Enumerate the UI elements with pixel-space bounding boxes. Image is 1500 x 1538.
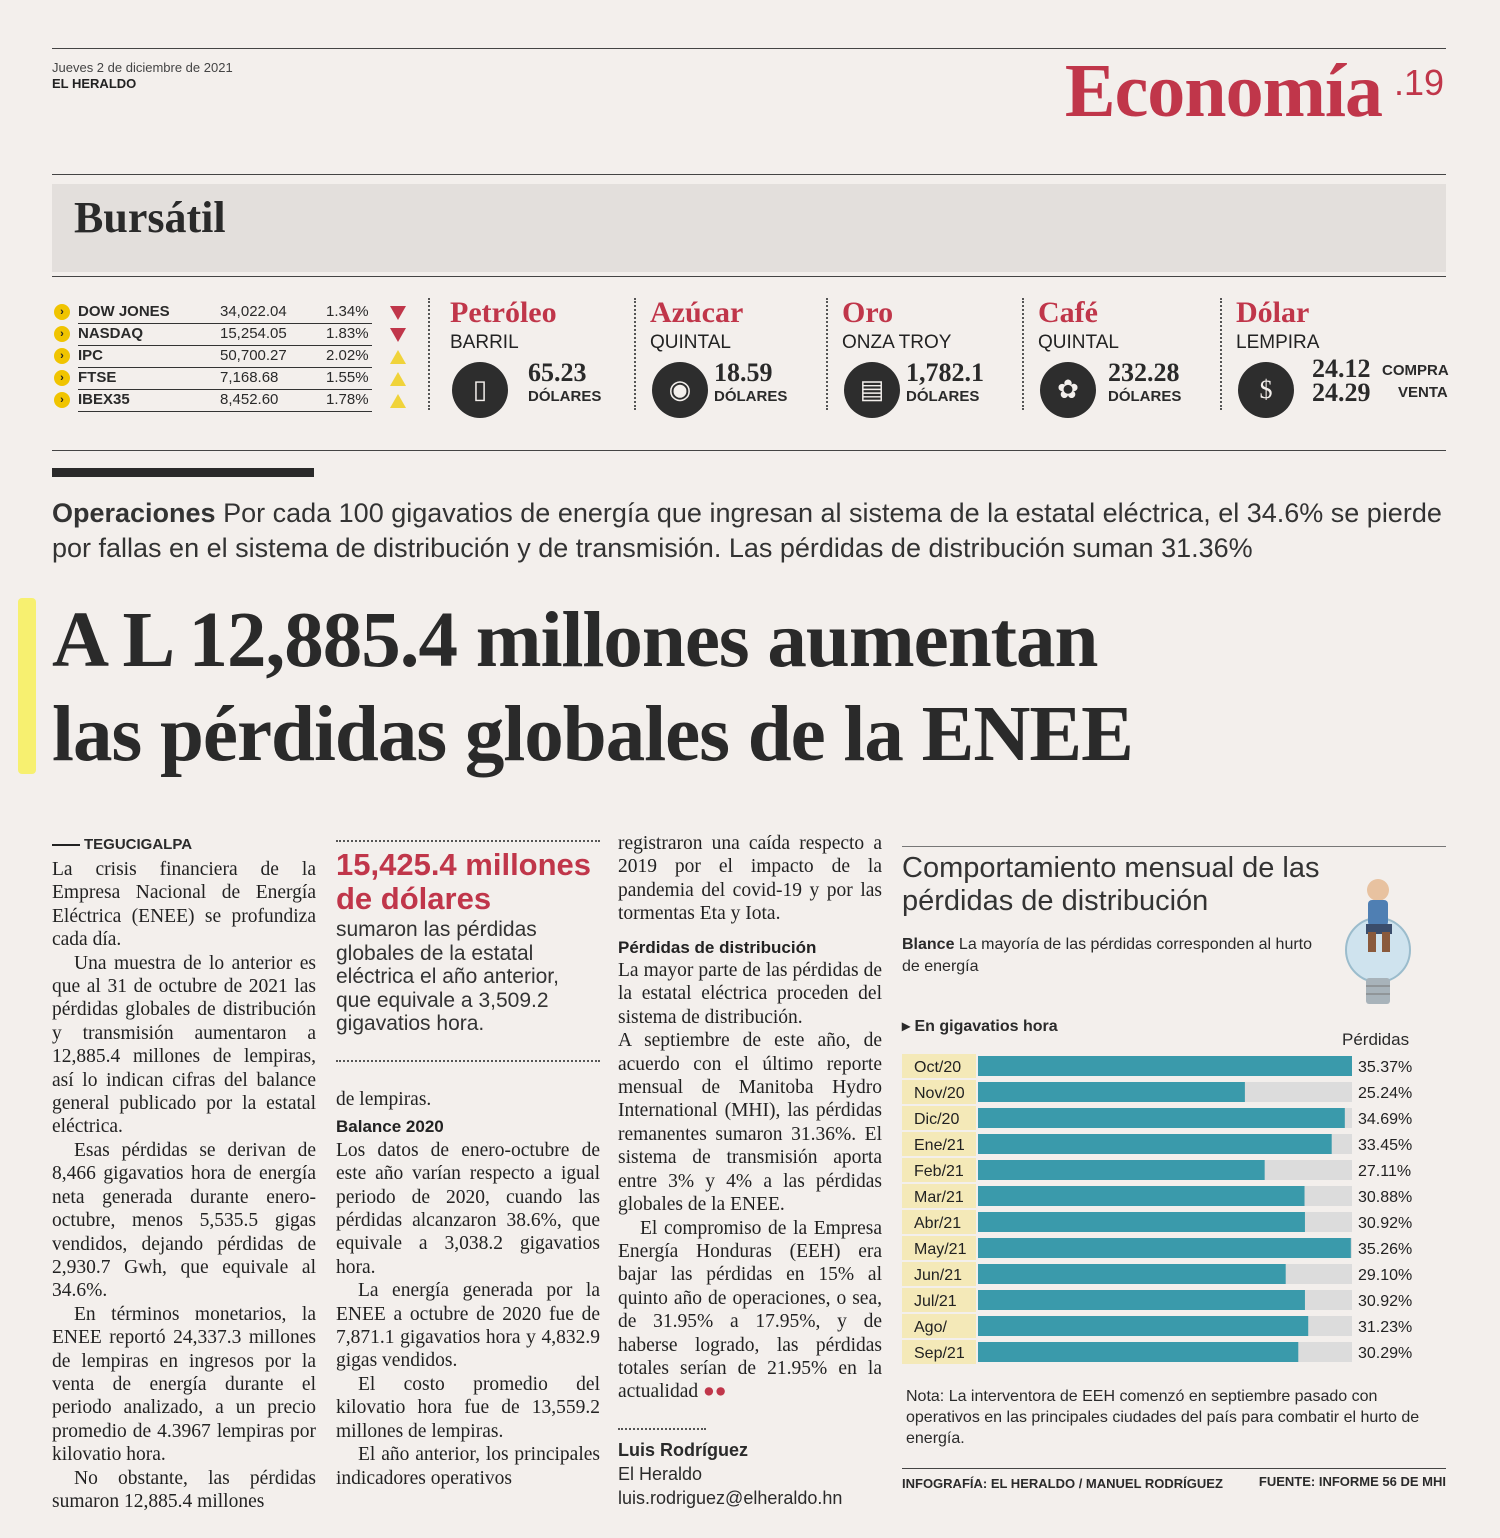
- bar: [978, 1342, 1298, 1362]
- dotted-rule: [336, 840, 600, 842]
- category-label: Mar/21: [914, 1189, 964, 1206]
- category-label: Nov/20: [914, 1085, 965, 1102]
- index-row: [52, 346, 412, 368]
- chart-top-rule: [902, 846, 1446, 847]
- index-name: IBEX35: [78, 391, 130, 408]
- category-label: Abr/21: [914, 1215, 962, 1232]
- coffee-bean-icon: ✿: [1040, 362, 1096, 418]
- bar: [978, 1082, 1245, 1102]
- index-name: FTSE: [78, 369, 117, 386]
- category-label: Feb/21: [914, 1163, 964, 1180]
- index-pct: 1.83%: [326, 325, 369, 342]
- paragraph: La crisis financiera de la Empresa Nacional de Energía Eléctrica (ENEE) se profundiza cada día.: [52, 859, 316, 951]
- value-label: 30.29%: [1358, 1345, 1413, 1362]
- index-pct: 1.34%: [326, 303, 369, 320]
- dolar-sell: 24.29: [1312, 378, 1371, 407]
- column-separator: [1022, 298, 1024, 410]
- chevron-right-icon: ›: [54, 370, 70, 386]
- value-label: 31.23%: [1358, 1319, 1413, 1336]
- bar: [978, 1056, 1352, 1076]
- category-label: Sep/21: [914, 1345, 965, 1362]
- dateline: TEGUCIGALPA: [52, 836, 192, 853]
- page-number: .19: [1393, 62, 1444, 103]
- paragraph: registraron una caída respecto a 2019 por el impacto de la pandemia del covid-19 y por las tormentas Eta y Iota.: [618, 833, 882, 925]
- commodity-title: Café: [1038, 296, 1098, 329]
- paragraph: La mayor parte de las pérdidas de la estatal eléctrica proceden del sistema de distribución.: [618, 960, 882, 1028]
- trend-up-icon: [390, 394, 406, 408]
- bar: [978, 1316, 1308, 1336]
- column-separator: [634, 298, 636, 410]
- commodity-price: 232.28: [1108, 358, 1180, 387]
- dolar-buy-label: COMPRA: [1382, 362, 1449, 379]
- chevron-right-icon: ›: [54, 326, 70, 342]
- commodity-unit: LEMPIRA: [1236, 332, 1320, 353]
- category-label: Jun/21: [914, 1267, 963, 1284]
- commodity-title: Azúcar: [650, 296, 744, 329]
- category-label: Ene/21: [914, 1137, 965, 1154]
- commodity-currency: DÓLARES: [906, 388, 980, 405]
- trend-down-icon: [390, 328, 406, 342]
- commodity-unit: BARRIL: [450, 332, 519, 353]
- infographic-credit: INFOGRAFÍA: EL HERALDO / MANUEL RODRÍGUEZ: [902, 1476, 1223, 1491]
- column-1: [52, 858, 316, 1513]
- paragraph: de lempiras.: [336, 1089, 432, 1110]
- header-rule: [52, 174, 1446, 175]
- commodity-title: Dólar: [1236, 296, 1310, 329]
- issue-date: Jueves 2 de diciembre de 2021: [52, 60, 233, 75]
- bursatil-title: Bursátil: [74, 193, 226, 242]
- bursatil-bottom-rule: [52, 450, 1446, 451]
- index-name: NASDAQ: [78, 325, 144, 342]
- kicker: Operaciones: [52, 498, 216, 528]
- bar: [978, 1160, 1265, 1180]
- trend-up-icon: [390, 372, 406, 386]
- index-pct: 1.78%: [326, 391, 369, 408]
- dotted-rule: [336, 1060, 600, 1062]
- bar: [978, 1134, 1332, 1154]
- bar: [978, 1264, 1286, 1284]
- category-label: Jul/21: [914, 1293, 957, 1310]
- trend-down-icon: [390, 306, 406, 320]
- index-pct: 2.02%: [326, 347, 369, 364]
- commodity-currency: DÓLARES: [528, 388, 602, 405]
- oil-can-icon: ▯: [452, 362, 508, 418]
- value-label: 29.10%: [1358, 1267, 1413, 1284]
- bursatil-rule: [52, 276, 1446, 277]
- category-label: May/21: [914, 1241, 967, 1258]
- end-mark: ●●: [703, 1381, 727, 1403]
- chevron-right-icon: ›: [54, 392, 70, 408]
- highlight-text: sumaron las pérdidas globales de la estatal eléctrica el año anterior, que equivale a 3,509.2 gigavatios hora.: [336, 918, 559, 1035]
- commodity-dolar: [1236, 296, 1448, 416]
- column-separator: [826, 298, 828, 410]
- value-label: 30.92%: [1358, 1215, 1413, 1232]
- value-label: 33.45%: [1358, 1137, 1413, 1154]
- chevron-right-icon: ›: [54, 304, 70, 320]
- index-row: [52, 390, 412, 412]
- chart-source: FUENTE: INFORME 56 DE MHI: [1258, 1474, 1446, 1489]
- column-separator: [1220, 298, 1222, 410]
- bursatil-band: [52, 184, 1446, 272]
- dolar-sell-label: VENTA: [1398, 384, 1448, 401]
- value-label: 34.69%: [1358, 1111, 1413, 1128]
- commodity-unit: QUINTAL: [1038, 332, 1119, 353]
- column-3: [618, 832, 882, 1404]
- bar: [978, 1212, 1305, 1232]
- bar-chart: [902, 1050, 1446, 1366]
- commodity-oro: [842, 296, 1032, 416]
- lead-paragraph: [52, 496, 1452, 566]
- gold-bars-icon: ▤: [844, 362, 900, 418]
- chart-bottom-rule: [902, 1468, 1446, 1469]
- commodity-title: Oro: [842, 296, 894, 329]
- commodity-currency: DÓLARES: [1108, 388, 1182, 405]
- paragraph: Esas pérdidas se derivan de 8,466 gigavatios hora de energía neta generada durante enero-octubre, menos 5,535.5 gigas vendidos, dejando pérdidas de 2,930.7 Gwh, que equivale al 34.6%.: [52, 1139, 316, 1302]
- paragraph: El año anterior, los principales indicadores operativos: [336, 1444, 600, 1489]
- category-label: Oct/20: [914, 1059, 962, 1076]
- newspaper-name: EL HERALDO: [52, 76, 137, 91]
- value-label: 27.11%: [1358, 1163, 1412, 1180]
- headline-line-2: las pérdidas globales de la ENEE: [52, 691, 1133, 778]
- value-label: 25.24%: [1358, 1085, 1413, 1102]
- dotted-rule: [618, 1428, 706, 1430]
- index-row: [52, 324, 412, 346]
- bar: [978, 1186, 1305, 1206]
- category-label: Ago/: [914, 1319, 947, 1336]
- headline: [52, 594, 1472, 782]
- paragraph: A septiembre de este año, de acuerdo con el último reporte mensual de Manitoba Hydro International (MHI), las pérdidas remanentes sumaron 31.36%. El sistema de transmisión aporta entre 3% y 4% a las pérdidas globales de la ENEE.: [618, 1030, 882, 1216]
- paragraph: El costo promedio del kilovatio hora fue de 13,559.2 millones de lempiras.: [336, 1373, 600, 1442]
- lead-text: Por cada 100 gigavatios de energía que ingresan al sistema de la estatal eléctrica, el 34.6% se pierde por fallas en el sistema de distribución y de transmisión. Las pérdidas de distribución suman 31.36%: [52, 498, 1442, 563]
- section-title: Economía: [1064, 49, 1382, 133]
- value-label: 30.88%: [1358, 1189, 1413, 1206]
- column-2: [336, 1088, 600, 1490]
- commodity-cafe: [1038, 296, 1228, 416]
- commodity-title: Petróleo: [450, 296, 557, 329]
- commodity-price: 18.59: [714, 358, 773, 387]
- commodity-price: 1,782.1: [906, 358, 984, 387]
- index-value: 8,452.60: [220, 391, 279, 408]
- category-label: Dic/20: [914, 1111, 960, 1128]
- bar: [978, 1290, 1305, 1310]
- highlighter-mark: [18, 598, 36, 774]
- subheading: Balance 2020: [336, 1117, 444, 1137]
- value-label: 35.37%: [1358, 1059, 1413, 1076]
- index-pct: 1.55%: [326, 369, 369, 386]
- lightbulb-person-icon: [1340, 870, 1420, 1020]
- index-value: 7,168.68: [220, 369, 279, 386]
- index-value: 34,022.04: [220, 303, 287, 320]
- headline-line-1: A L 12,885.4 millones aumentan: [52, 597, 1098, 684]
- paragraph: La energía generada por la ENEE a octubre de 2020 fue de 7,871.1 gigavatios hora y 4,832.9 gigas vendidos.: [336, 1280, 600, 1372]
- dolar-buy: 24.12: [1312, 354, 1371, 383]
- chart-column-label: Pérdidas: [1342, 1030, 1410, 1049]
- value-label: 30.92%: [1358, 1293, 1413, 1310]
- commodity-azucar: [650, 296, 840, 416]
- commodity-currency: DÓLARES: [714, 388, 788, 405]
- chevron-right-icon: ›: [54, 348, 70, 364]
- index-row: [52, 302, 412, 324]
- paragraph: El compromiso de la Empresa Energía Honduras (EEH) era bajar las pérdidas en 15% al quinto año de operaciones, o sea, de 31.95% a 17.95%, y de haberse logrado, las pérdidas totales serían de 21.95% en la actualidad ●●: [618, 1217, 882, 1403]
- kicker-bar: [52, 468, 314, 477]
- value-label: 35.26%: [1358, 1241, 1413, 1258]
- commodity-unit: ONZA TROY: [842, 332, 952, 353]
- index-name: IPC: [78, 347, 104, 364]
- author-name: Luis Rodríguez: [618, 1440, 748, 1460]
- paragraph: Una muestra de lo anterior es que al 31 de octubre de 2021 las pérdidas globales de distribución y transmisión aumentaron a 12,885.4 millones de lempiras, así lo indican cifras del balance general publicado por la estatal eléctrica.: [52, 952, 316, 1138]
- byline: [618, 1438, 842, 1510]
- paragraph: En términos monetarios, la ENEE reportó 24,337.3 millones de lempiras en ingresos por la venta de energía durante el periodo analizado, a un precio promedio de 4.3967 lempiras por kilovatio hora.: [52, 1303, 316, 1466]
- chart-subtitle: Blance La mayoría de las pérdidas corresponden al hurto de energía: [902, 936, 1313, 975]
- bar: [978, 1108, 1345, 1128]
- sugar-sack-icon: ◉: [652, 362, 708, 418]
- chart-unit: ▸ En gigavatios hora: [902, 1018, 1058, 1035]
- paragraph: No obstante, las pérdidas sumaron 12,885.4 millones: [52, 1467, 316, 1512]
- money-bag-icon: $: [1238, 362, 1294, 418]
- subheading: Pérdidas de distribución: [618, 937, 817, 957]
- bar: [978, 1238, 1351, 1258]
- paragraph: Los datos de enero-octubre de este año varían respecto a igual periodo de 2020, cuando las pérdidas alcanzaron 38.6%, que equivale a 3,038.2 gigavatios hora.: [336, 1139, 600, 1278]
- author-org: El Heraldo: [618, 1464, 703, 1484]
- chart-title: Comportamiento mensual de las pérdidas de distribución: [902, 852, 1320, 917]
- column-separator: [428, 298, 430, 410]
- commodity-price: 65.23: [528, 358, 587, 387]
- index-name: DOW JONES: [78, 303, 170, 320]
- trend-up-icon: [390, 350, 406, 364]
- commodity-unit: QUINTAL: [650, 332, 731, 353]
- index-row: [52, 368, 412, 390]
- index-value: 15,254.05: [220, 325, 287, 342]
- commodity-petroleo: [450, 296, 640, 416]
- chart-note: Nota: La interventora de EEH comenzó en septiembre pasado con operativos en las principales ciudades del país para combatir el hurto de energía.: [906, 1388, 1420, 1447]
- highlight-number: 15,425.4 millones de dólares: [336, 847, 592, 916]
- author-email[interactable]: luis.rodriguez@elheraldo.hn: [618, 1488, 843, 1508]
- index-value: 50,700.27: [220, 347, 287, 364]
